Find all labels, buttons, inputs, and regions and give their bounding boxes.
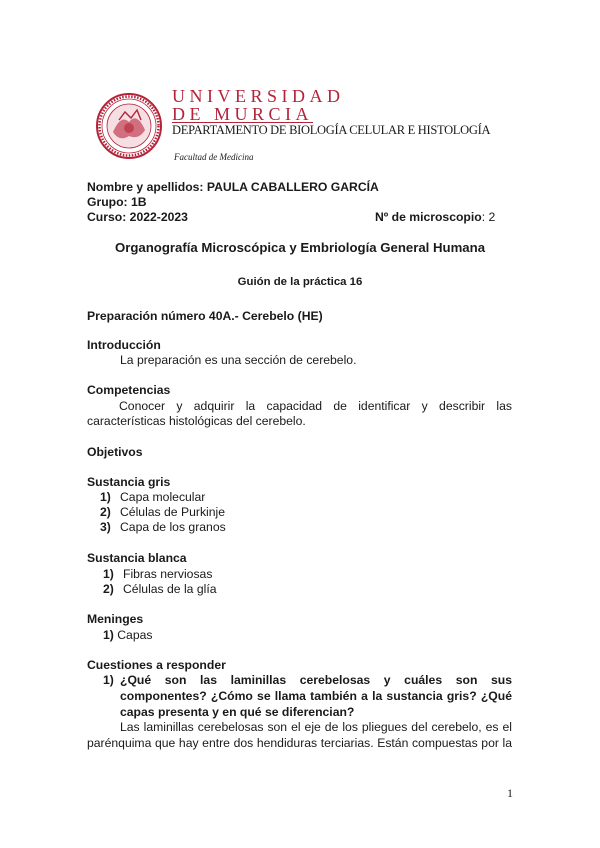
preparation-title: Preparación número 40A.- Cerebelo (HE) — [87, 309, 323, 323]
white-matter-heading: Sustancia blanca — [87, 551, 187, 565]
list-item-number: 2) — [100, 505, 111, 519]
page-number: 1 — [507, 786, 513, 800]
university-seal-icon — [95, 92, 163, 160]
objectives-heading: Objetivos — [87, 445, 143, 459]
list-item-number: 1) — [103, 628, 114, 642]
question-line2: componentes? ¿Cómo se llama también a la sustancia gris? ¿Qué — [120, 689, 512, 703]
list-item-number: 1) — [100, 490, 111, 504]
question-line1: ¿Qué son las laminillas cerebelosas y cuáles son sus — [120, 673, 512, 687]
student-name-label: Nombre y apellidos: — [87, 180, 204, 194]
subject-title: Organografía Microscópica y Embriología General Humana — [114, 240, 486, 255]
meninges-heading: Meninges — [87, 612, 144, 626]
competencies-line2: características histológicas del cerebelo. — [87, 414, 306, 428]
list-item — [100, 505, 225, 519]
microscope-value: : 2 — [481, 210, 496, 224]
university-name-line1: UNIVERSIDAD — [172, 86, 345, 106]
list-item-number: 1) — [103, 567, 114, 581]
microscope-row — [375, 210, 495, 224]
group-value: 1B — [131, 195, 147, 209]
list-item-text: Células de la glía — [123, 582, 217, 596]
course-label: Curso: — [87, 210, 127, 224]
course-row — [87, 210, 188, 224]
list-item-text: Capa de los granos — [120, 520, 226, 534]
list-item-text: Células de Purkinje — [120, 505, 226, 519]
competencies-heading: Competencias — [87, 383, 171, 397]
list-item-number: 3) — [100, 520, 111, 534]
question-number: 1) — [103, 673, 114, 687]
faculty-name: Facultad de Medicina — [174, 152, 254, 162]
list-item-number: 2) — [103, 582, 114, 596]
list-item — [103, 628, 152, 642]
answer-line2: parénquima que hay entre dos hendiduras terciarias. Están compuestas por la — [87, 736, 512, 750]
answer-line1: Las laminillas cerebelosas son el eje de los pliegues del cerebelo, es el — [120, 720, 512, 734]
question-line3: capas presenta y en qué se diferencian? — [120, 705, 355, 719]
practice-title: Guión de la práctica 16 — [237, 276, 363, 288]
student-name-row — [87, 180, 379, 194]
gray-matter-heading: Sustancia gris — [87, 475, 171, 489]
group-row — [87, 195, 147, 209]
intro-heading: Introducción — [87, 338, 161, 352]
list-item-text: Capa molecular — [120, 490, 206, 504]
list-item — [103, 582, 217, 596]
list-item — [103, 567, 212, 581]
list-item — [100, 490, 205, 504]
intro-text: La preparación es una sección de cerebelo. — [120, 353, 357, 367]
group-label: Grupo: — [87, 195, 128, 209]
competencies-line1: Conocer y adquirir la capacidad de identificar y describir las — [119, 399, 512, 413]
university-name-line2: DE MURCIA — [172, 104, 314, 124]
microscope-label: Nº de microscopio — [375, 210, 482, 224]
course-value: 2022-2023 — [129, 210, 188, 224]
questions-heading: Cuestiones a responder — [87, 658, 226, 672]
list-item-text: Capas — [117, 628, 153, 642]
student-name-value: PAULA CABALLERO GARCÍA — [206, 180, 379, 194]
list-item — [100, 520, 226, 534]
list-item-text: Fibras nerviosas — [123, 567, 213, 581]
department-name: DEPARTAMENTO DE BIOLOGÍA CELULAR E HISTOLOGÍA — [172, 123, 491, 137]
